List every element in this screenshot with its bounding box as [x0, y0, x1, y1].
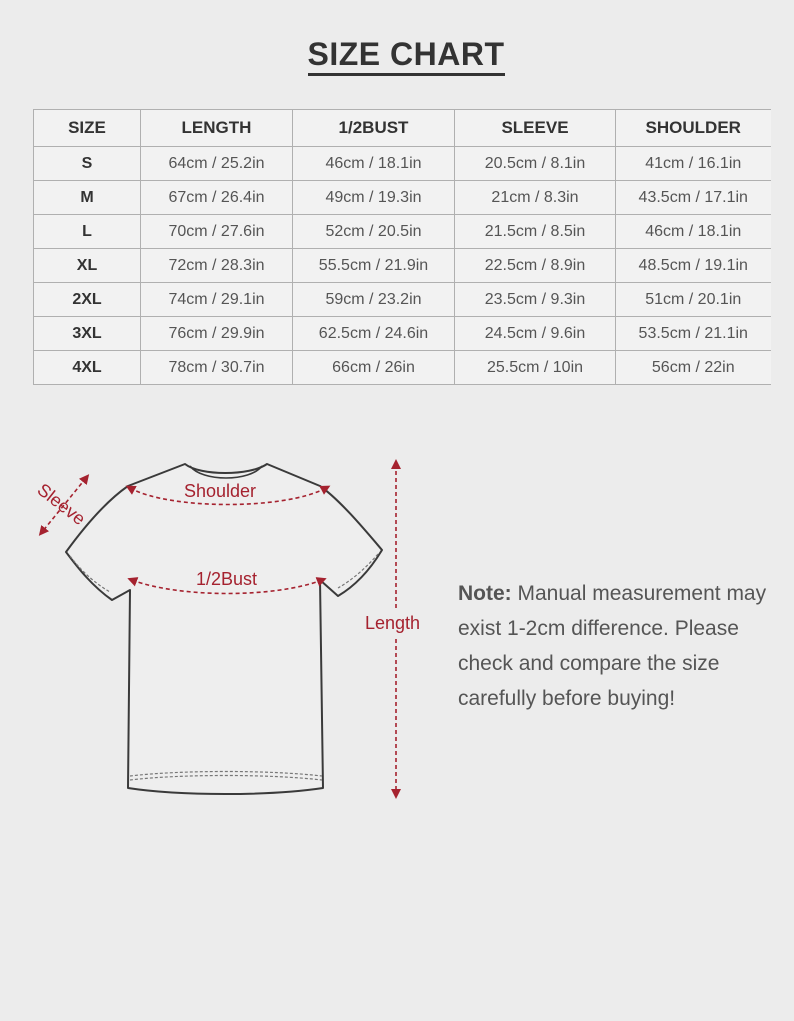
table-row	[34, 147, 771, 181]
sleeve-cell: 21.5cm / 8.5in	[455, 215, 616, 249]
shoulder-label: Shoulder	[184, 481, 257, 501]
size-cell: 4XL	[34, 351, 141, 385]
note-label: Note:	[458, 582, 512, 605]
shoulder-cell: 41cm / 16.1in	[616, 147, 771, 181]
shoulder-cell: 43.5cm / 17.1in	[616, 181, 771, 215]
size-cell: L	[34, 215, 141, 249]
note-text: Manual measurement may exist 1-2cm difference. Please check and compare the size carefully before buying!	[458, 582, 767, 710]
tshirt-measurement-diagram	[20, 440, 450, 820]
length-cell: 72cm / 28.3in	[141, 249, 293, 283]
table-row	[34, 181, 771, 215]
sleeve-cell: 21cm / 8.3in	[455, 181, 616, 215]
sleeve-cell: 22.5cm / 8.9in	[455, 249, 616, 283]
size-cell: XL	[34, 249, 141, 283]
header-sleeve: SLEEVE	[455, 110, 616, 147]
sleeve-label: Sleeve	[33, 479, 90, 530]
size-cell: 2XL	[34, 283, 141, 317]
header-length: LENGTH	[141, 110, 293, 147]
header-shoulder: SHOULDER	[616, 110, 771, 147]
header-half-bust: 1/2BUST	[293, 110, 455, 147]
half-bust-label: 1/2Bust	[196, 569, 258, 589]
table-row	[34, 351, 771, 385]
length-cell: 70cm / 27.6in	[141, 215, 293, 249]
table-row	[34, 215, 771, 249]
shoulder-cell: 46cm / 18.1in	[616, 215, 771, 249]
shoulder-cell: 48.5cm / 19.1in	[616, 249, 771, 283]
tshirt-outline-icon	[66, 464, 382, 794]
table-row	[34, 283, 771, 317]
size-cell: 3XL	[34, 317, 141, 351]
length-label: Length	[365, 613, 421, 633]
size-cell: M	[34, 181, 141, 215]
sleeve-cell: 24.5cm / 9.6in	[455, 317, 616, 351]
sleeve-cell: 23.5cm / 9.3in	[455, 283, 616, 317]
length-cell: 78cm / 30.7in	[141, 351, 293, 385]
length-cell: 74cm / 29.1in	[141, 283, 293, 317]
table-row	[34, 249, 771, 283]
bust-cell: 46cm / 18.1in	[293, 147, 455, 181]
bust-cell: 59cm / 23.2in	[293, 283, 455, 317]
length-cell: 64cm / 25.2in	[141, 147, 293, 181]
bust-cell: 66cm / 26in	[293, 351, 455, 385]
sleeve-cell: 20.5cm / 8.1in	[455, 147, 616, 181]
header-size: SIZE	[34, 110, 141, 147]
table-header-row	[34, 110, 771, 147]
measurement-note	[458, 576, 788, 716]
size-cell: S	[34, 147, 141, 181]
sleeve-cell: 25.5cm / 10in	[455, 351, 616, 385]
bust-cell: 55.5cm / 21.9in	[293, 249, 455, 283]
size-chart-table	[33, 109, 771, 385]
bust-cell: 49cm / 19.3in	[293, 181, 455, 215]
bust-cell: 52cm / 20.5in	[293, 215, 455, 249]
page-title: SIZE CHART	[0, 36, 794, 73]
shoulder-cell: 56cm / 22in	[616, 351, 771, 385]
bust-cell: 62.5cm / 24.6in	[293, 317, 455, 351]
table-row	[34, 317, 771, 351]
shoulder-cell: 53.5cm / 21.1in	[616, 317, 771, 351]
shoulder-cell: 51cm / 20.1in	[616, 283, 771, 317]
length-cell: 67cm / 26.4in	[141, 181, 293, 215]
length-cell: 76cm / 29.9in	[141, 317, 293, 351]
